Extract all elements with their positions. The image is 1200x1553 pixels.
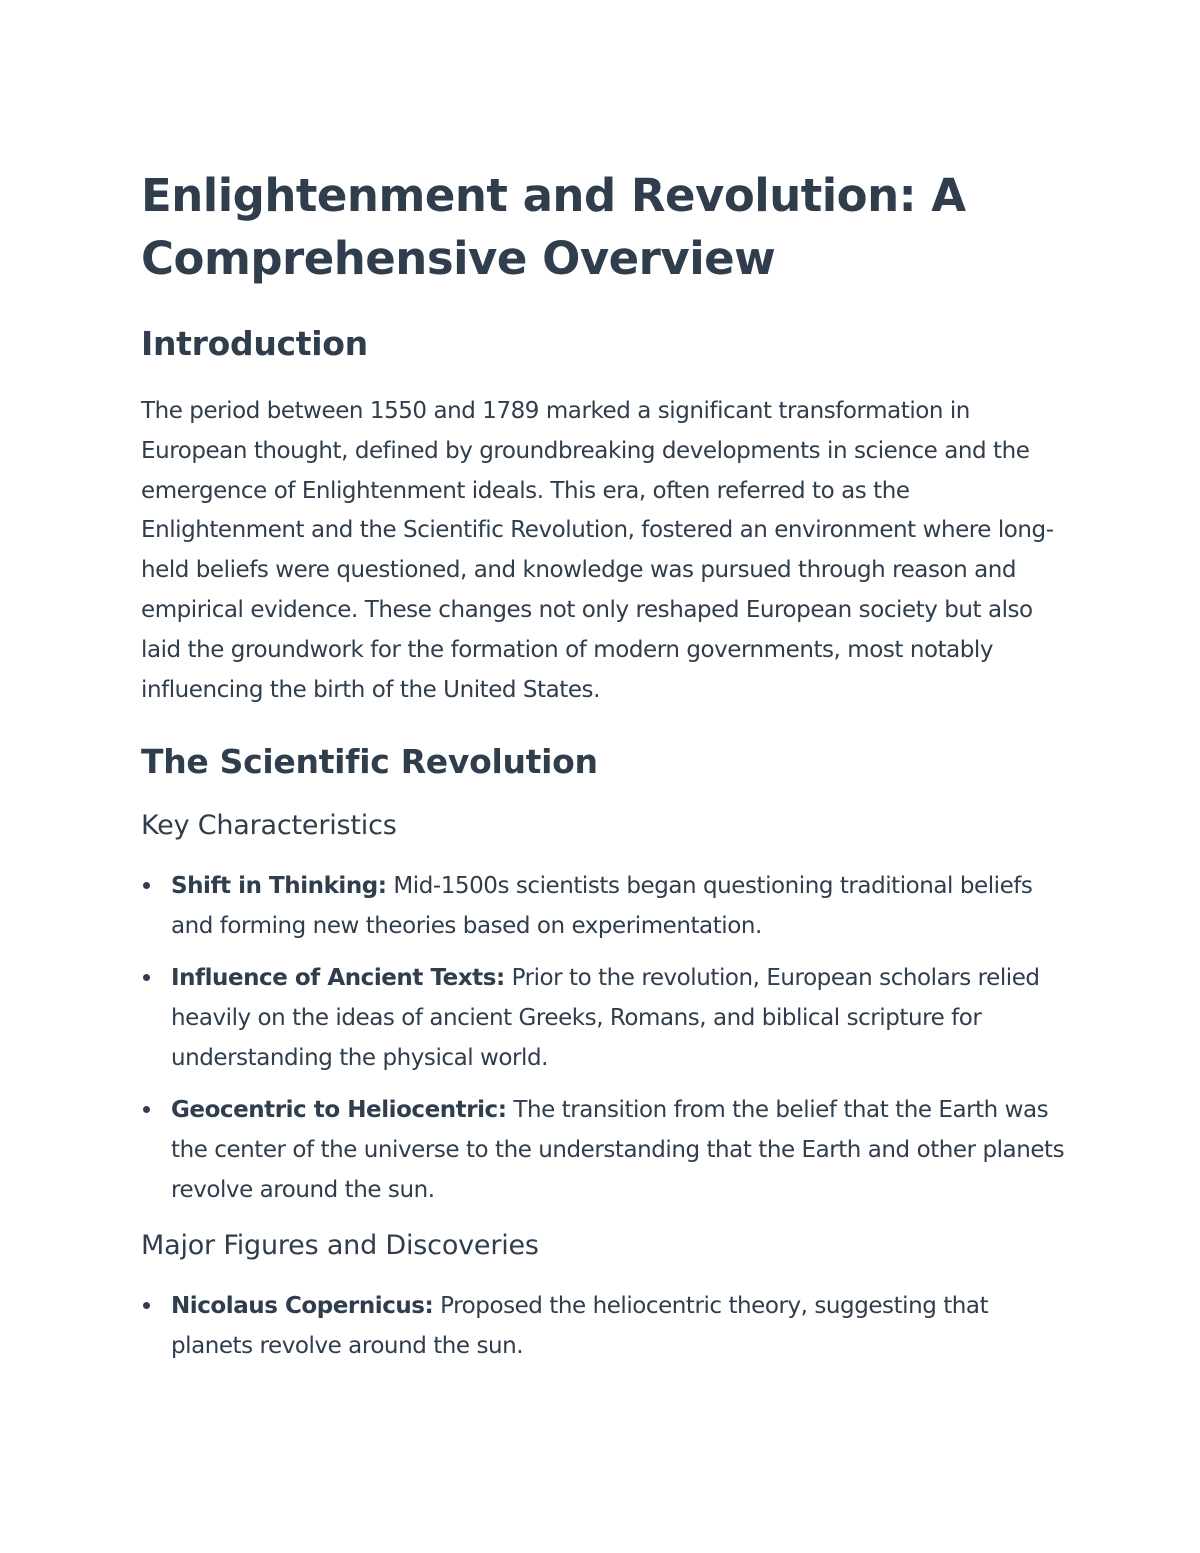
list-item-term: Geocentric to Heliocentric: (171, 1097, 507, 1124)
key-characteristics-heading: Key Characteristics (141, 810, 397, 842)
introduction-heading: Introduction (141, 324, 368, 363)
list-item-text: Proposed the heliocentric theory, suggesting that planets revolve around the sun. (171, 1293, 989, 1360)
list-item-text: The transition from the belief that the Earth was the center of the universe to the understanding that the Earth and other planets revolve around the sun. (171, 1097, 1065, 1204)
bullet-icon (143, 882, 150, 889)
major-figures-list (141, 1286, 1070, 1366)
list-item-term: Shift in Thinking: (171, 873, 387, 900)
bullet-icon (143, 1106, 150, 1113)
list-item (141, 866, 1070, 946)
list-item (141, 1286, 1070, 1366)
key-characteristics-list (141, 866, 1070, 1210)
introduction-paragraph: The period between 1550 and 1789 marked a significant transformation in European thought, defined by groundbreaking developments in science and the emergence of Enlightenment ideals. This era, often referred to as the Enlightenment and the Scientific Revolution, fostered an environment where long-held beliefs were questioned, and knowledge was pursued through reason and empirical evidence. These changes not only reshaped European society but also laid the groundwork for the formation of modern governments, most notably influencing the birth of the United States. (141, 398, 1054, 703)
list-item (141, 1090, 1070, 1210)
major-figures-heading: Major Figures and Discoveries (141, 1230, 539, 1262)
list-item-term: Influence of Ancient Texts: (171, 965, 505, 992)
scientific-revolution-heading: The Scientific Revolution (141, 742, 598, 782)
list-item-text: Mid-1500s scientists began questioning traditional beliefs and forming new theories based on experimentation. (171, 873, 1033, 940)
document-title: Enlightenment and Revolution: A Comprehensive Overview (141, 169, 966, 285)
bullet-icon (143, 974, 150, 981)
list-item (141, 958, 1070, 1078)
list-item-term: Nicolaus Copernicus: (171, 1293, 434, 1320)
list-item-text: Prior to the revolution, European scholars relied heavily on the ideas of ancient Greeks, Romans, and biblical scripture for understanding the physical world. (171, 965, 1040, 1072)
bullet-icon (143, 1302, 150, 1309)
